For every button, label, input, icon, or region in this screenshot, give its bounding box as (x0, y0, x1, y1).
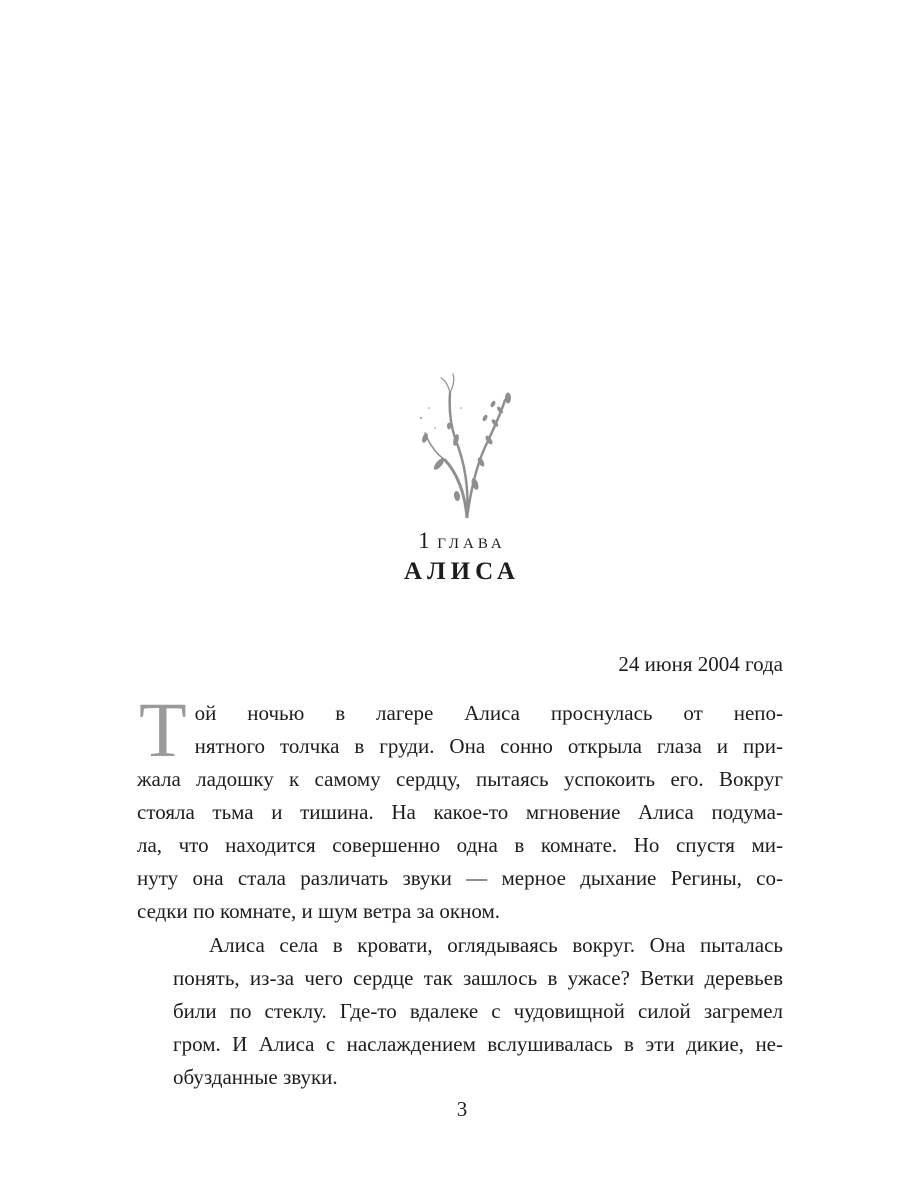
page-number: 3 (456, 1097, 468, 1121)
text-line: понять, из-за чего сердце так зашлось в ужасе? Ветки деревьев (173, 966, 783, 990)
plant-sprig-icon (405, 368, 515, 518)
drop-cap: Т (139, 686, 187, 773)
text-line: нятного толчка в груди. Она сонно открыла глаза и при- (194, 734, 783, 758)
text-line: били по стеклу. Где-то вдалеке с чудовищной силой загремел (173, 999, 783, 1023)
chapter-heading (0, 528, 900, 554)
text-line: седки по комнате, и шум ветра за окном. (137, 899, 501, 923)
text-line: гром. И Алиса с наслаждением вслушивалась в эти дикие, не- (173, 1032, 783, 1056)
text-line: Алиса села в кровати, оглядываясь вокруг. Она пыталась (209, 933, 783, 957)
text-line: ла, что находится совершенно одна в комнате. Но спустя ми- (137, 833, 783, 857)
paragraph-1 (137, 686, 783, 928)
chapter-number: 1 (418, 528, 431, 553)
text-line: обузданные звуки. (173, 1065, 338, 1089)
text-line: нуту она стала различать звуки — мерное дыхание Регины, со- (137, 866, 783, 890)
entry-date: 24 июня 2004 года (618, 652, 783, 676)
text-line: жала ладошку к самому сердцу, пытаясь успокоить его. Вокруг (137, 767, 783, 791)
text-line: ой ночью в лагере Алиса проснулась от непо- (194, 701, 783, 725)
paragraph-2 (137, 929, 783, 1094)
text-line: стояла тьма и тишина. На какое-то мгновение Алиса подума- (137, 800, 783, 824)
chapter-title: АЛИСА (404, 558, 520, 585)
chapter-word: глава (437, 528, 506, 553)
body-text (137, 686, 783, 1094)
